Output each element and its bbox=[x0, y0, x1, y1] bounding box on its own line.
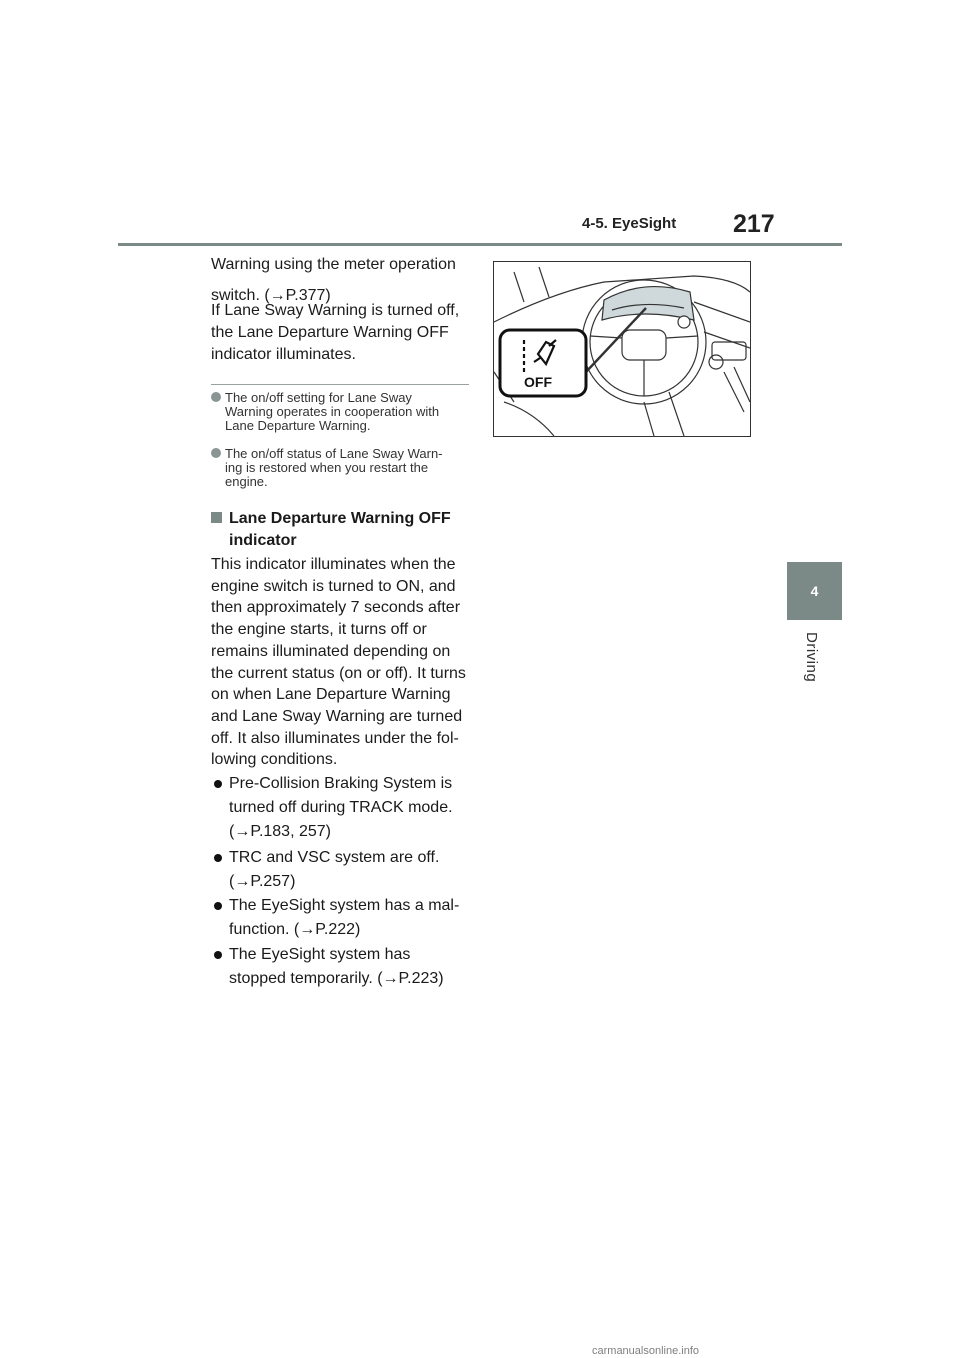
condition-line: function. (→P.222) bbox=[229, 921, 361, 938]
intro-para-2 bbox=[211, 300, 473, 366]
chapter-label: Driving bbox=[803, 632, 820, 683]
heading-line: indicator bbox=[229, 532, 297, 549]
bullet-dot-icon bbox=[214, 902, 222, 910]
note-divider bbox=[211, 384, 469, 385]
text-line: off. It also illuminates under the fol- bbox=[211, 729, 459, 747]
steering-wheel-drawing bbox=[494, 262, 750, 436]
note-line: ing is restored when you restart the bbox=[225, 460, 429, 475]
condition-line: The EyeSight system has a mal- bbox=[229, 897, 460, 914]
text-line: then approximately 7 seconds after bbox=[211, 599, 461, 617]
lane-departure-off-icon: OFF bbox=[524, 374, 552, 390]
note-line: Warning operates in cooperation with bbox=[225, 404, 440, 419]
note-item bbox=[211, 447, 473, 489]
text-line: the engine starts, it turns off or bbox=[211, 621, 427, 639]
note-line: The on/off setting for Lane Sway bbox=[225, 390, 412, 405]
header-rule bbox=[118, 243, 842, 246]
note-line: engine. bbox=[225, 474, 268, 489]
chapter-tab[interactable] bbox=[787, 562, 842, 620]
text-line: the Lane Departure Warning OFF bbox=[211, 324, 449, 341]
note-line: Lane Departure Warning. bbox=[225, 418, 371, 433]
bullet-dot-icon bbox=[214, 951, 222, 959]
running-header-section: 4-5. EyeSight bbox=[582, 215, 677, 232]
condition-item bbox=[211, 943, 473, 991]
bullet-dot-icon bbox=[214, 780, 222, 788]
text-line: Warning using the meter operation bbox=[211, 256, 456, 273]
condition-line: (→P.257) bbox=[229, 873, 296, 890]
text-line: on when Lane Departure Warning bbox=[211, 686, 451, 704]
heading-square-icon bbox=[211, 512, 222, 523]
page-number: 217 bbox=[733, 210, 775, 238]
text-line: engine switch is turned to ON, and bbox=[211, 577, 456, 595]
condition-line: (→P.183, 257) bbox=[229, 823, 331, 840]
text-line: remains illuminated depending on bbox=[211, 642, 451, 660]
section-body bbox=[211, 554, 473, 771]
condition-line: The EyeSight system has bbox=[229, 946, 411, 963]
text-line: If Lane Sway Warning is turned off, bbox=[211, 302, 460, 319]
dashboard-illustration bbox=[493, 261, 751, 437]
condition-item bbox=[211, 894, 473, 942]
condition-line: TRC and VSC system are off. bbox=[229, 849, 440, 866]
note-bullet-icon bbox=[211, 392, 221, 402]
heading-line: Lane Departure Warning OFF bbox=[229, 510, 451, 527]
condition-item bbox=[211, 772, 473, 844]
chapter-number: 4 bbox=[810, 583, 819, 599]
footer-watermark: carmanualsonline.info bbox=[592, 1345, 700, 1357]
text-line: and Lane Sway Warning are turned bbox=[211, 707, 463, 725]
note-item bbox=[211, 391, 473, 433]
note-bullet-icon bbox=[211, 448, 221, 458]
text-line: lowing conditions. bbox=[211, 751, 338, 769]
condition-line: turned off during TRACK mode. bbox=[229, 799, 453, 816]
note-line: The on/off status of Lane Sway Warn- bbox=[225, 446, 443, 461]
text-line: switch. (→P.377) bbox=[211, 287, 331, 304]
section-heading bbox=[211, 508, 473, 552]
text-line: indicator illuminates. bbox=[211, 346, 356, 363]
condition-item bbox=[211, 846, 473, 894]
text-line: This indicator illuminates when the bbox=[211, 556, 456, 573]
condition-line: stopped temporarily. (→P.223) bbox=[229, 970, 444, 987]
bullet-dot-icon bbox=[214, 854, 222, 862]
text-line: the current status (on or off). It turns bbox=[211, 664, 466, 682]
condition-line: Pre-Collision Braking System is bbox=[229, 775, 453, 792]
